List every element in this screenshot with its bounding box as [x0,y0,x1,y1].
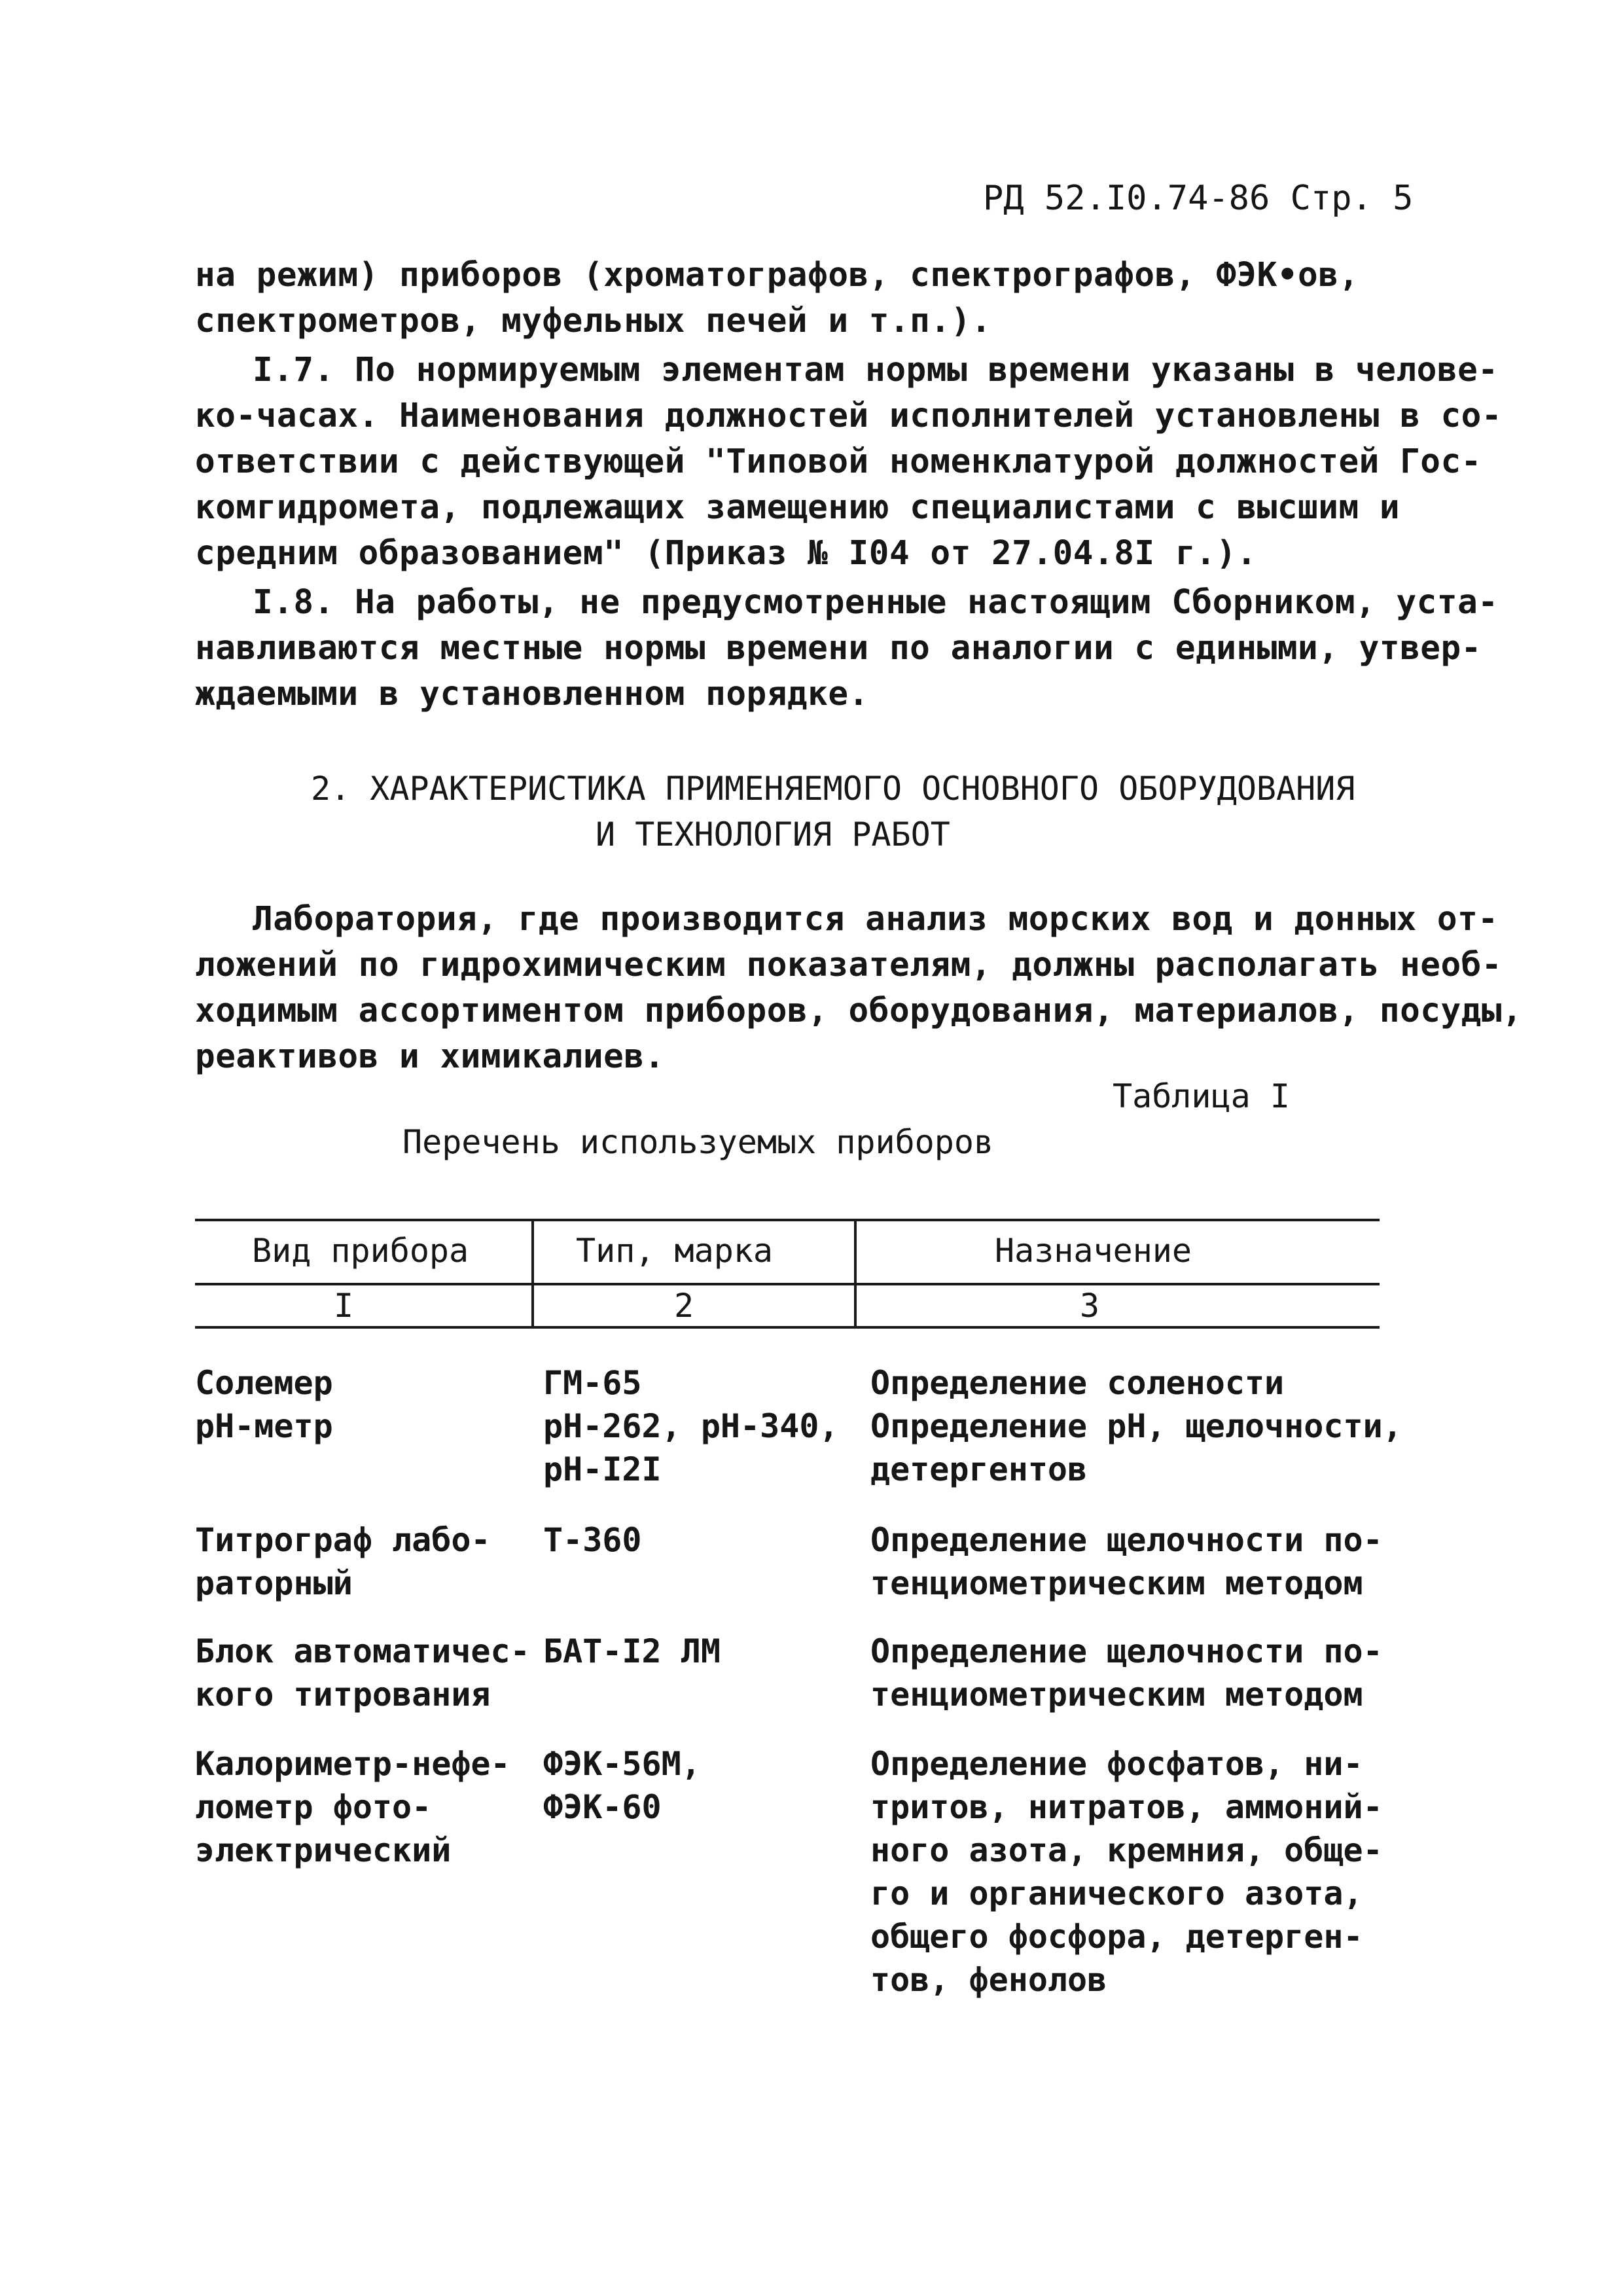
table-header-rule [195,1283,1380,1285]
body-line: ко-часах. Наименования должностей исполнителей установлены в со- [195,397,1503,435]
table-cell-purpose: тенциометрическим методом [870,1676,1363,1713]
body-line: навливаются местные нормы времени по аналогии с едиными, утвер- [195,629,1482,668]
table-cell-purpose: Определение щелочности по- [870,1521,1383,1559]
intro-line: ходимым ассортиментом приборов, оборудования, материалов, посуды, [195,992,1523,1030]
table-cell-purpose: Определение фосфатов, ни- [870,1745,1363,1783]
table-cell-type: рН-I2I [543,1450,662,1488]
table-cell-device: лометр фото- [195,1788,432,1826]
table-cell-device: кого титрования [195,1676,491,1713]
table-cell-purpose: Определение рН, щелочности, [870,1407,1402,1445]
table-cell-type: ГМ-65 [543,1364,642,1402]
column-separator [531,1220,534,1326]
table-caption: Перечень используемых приборов [402,1123,994,1161]
body-line: средним образованием" (Приказ № I04 от 27.04.8I г.). [195,534,1257,573]
table-cell-purpose: ного азота, кремния, обще- [870,1831,1383,1869]
table-header: Назначение [995,1232,1192,1270]
table-cell-device: Блок автоматичес- [195,1632,530,1670]
table-cell-purpose: детергентов [870,1450,1088,1488]
intro-line: реактивов и химикалиев. [195,1037,665,1076]
table-cell-device: Титрограф лабо- [195,1521,491,1559]
body-line: ждаемыми в установленном порядке. [195,675,869,713]
body-line: комгидромета, подлежащих замещению специалистами с высшим и [195,488,1400,527]
body-line: I.8. На работы, не предусмотренные настоящим Сборником, уста- [253,583,1499,622]
table-header: Тип, марка [576,1232,774,1270]
column-number: 2 [674,1287,694,1325]
table-numbers-rule [195,1326,1380,1329]
table-header: Вид прибора [252,1232,469,1270]
table-cell-type: Т-360 [543,1521,642,1559]
column-number: I [334,1287,354,1325]
table-cell-purpose: тритов, нитратов, аммоний- [870,1788,1383,1826]
table-cell-purpose: общего фосфора, детерген- [870,1918,1363,1956]
table-top-rule [195,1219,1380,1221]
body-line: на режим) приборов (хроматографов, спектрографов, ФЭК•ов, [195,256,1359,295]
table-cell-purpose: го и органического азота, [870,1874,1363,1912]
body-line: спектрометров, муфельных печей и т.п.). [195,302,991,340]
section-title: 2. ХАРАКТЕРИСТИКА ПРИМЕНЯЕМОГО ОСНОВНОГО ОБОРУДОВАНИЯ [311,770,1355,808]
intro-line: Лаборатория, где производится анализ морских вод и донных от- [253,900,1499,939]
column-number: 3 [1080,1287,1100,1325]
table-cell-device: рН-метр [195,1407,333,1445]
body-line: I.7. По нормируемым элементам нормы времени указаны в челове- [253,351,1499,389]
column-separator [854,1220,857,1326]
table-cell-type: рН-262, рН-340, [543,1407,839,1445]
body-line: ответствии с действующей "Типовой номенклатурой должностей Гос- [195,442,1482,481]
table-cell-device: электрический [195,1831,452,1869]
table-cell-type: ФЭК-60 [543,1788,662,1826]
table-cell-purpose: тов, фенолов [870,1961,1107,1999]
table-cell-device: Солемер [195,1364,333,1402]
table-cell-device: Калориметр-нефе- [195,1745,510,1783]
table-cell-device: раторный [195,1564,353,1602]
table-cell-type: БАТ-I2 ЛМ [543,1632,721,1670]
intro-line: ложений по гидрохимическим показателям, должны располагать необ- [195,946,1503,984]
page-header: РД 52.I0.74-86 Стр. 5 [983,179,1414,218]
table-cell-purpose: Определение солености [870,1364,1285,1402]
table-cell-purpose: Определение щелочности по- [870,1632,1383,1670]
table-label: Таблица I [1113,1077,1290,1115]
section-title-continued: И ТЕХНОЛОГИЯ РАБОТ [596,816,950,853]
table-cell-purpose: тенциометрическим методом [870,1564,1363,1602]
table-cell-type: ФЭК-56М, [543,1745,701,1783]
